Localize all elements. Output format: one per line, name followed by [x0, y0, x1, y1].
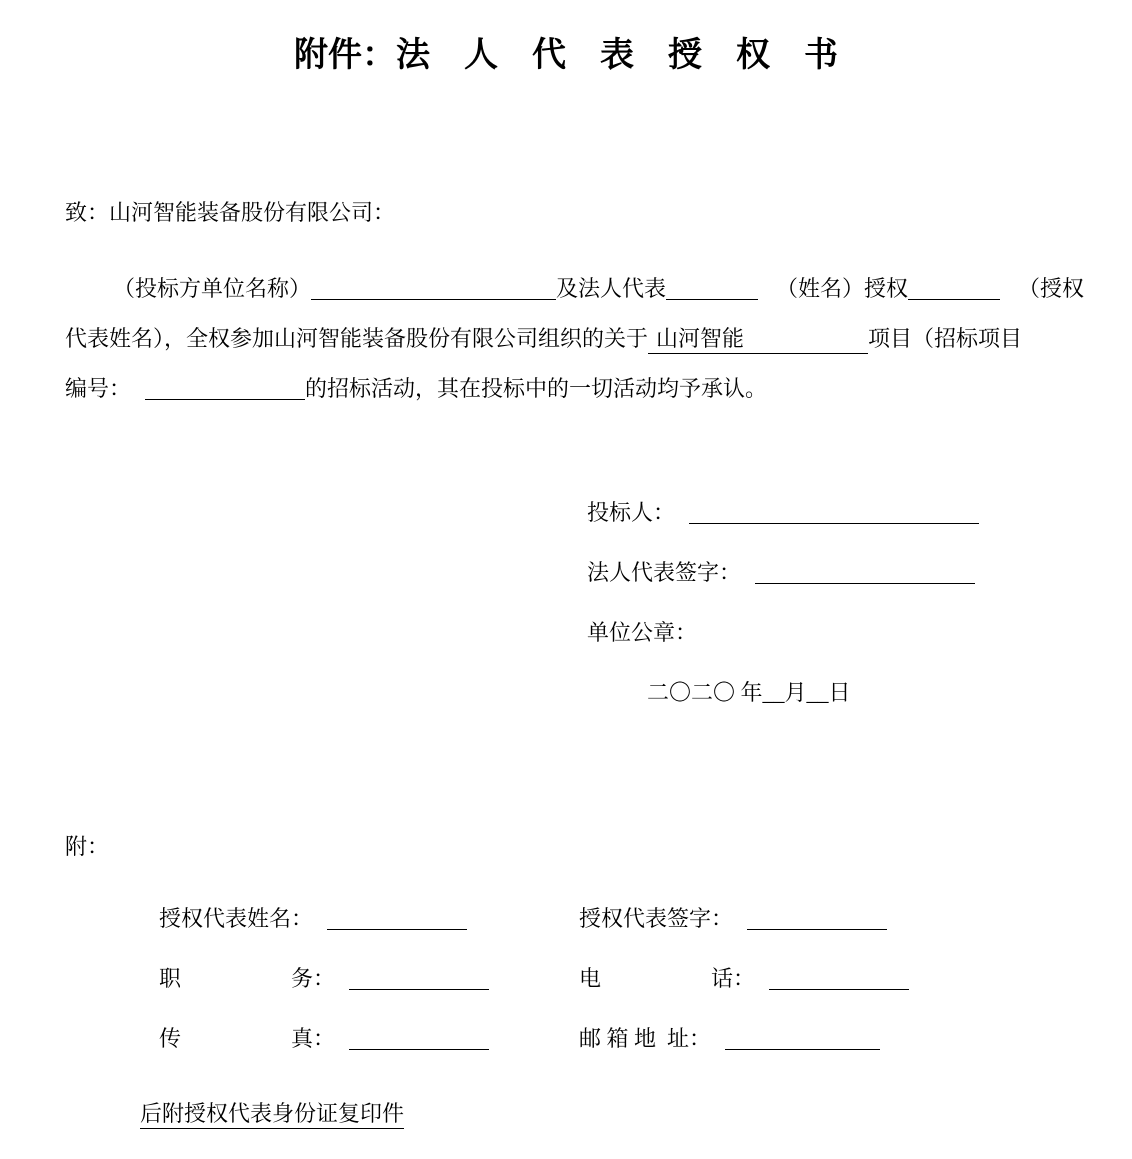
rep-name-label: 授权代表姓名： — [159, 906, 314, 931]
attachment-heading: 附： — [65, 834, 110, 859]
name-authorize-label: （姓名）授权 — [776, 276, 909, 301]
fax-blank[interactable] — [349, 1029, 489, 1050]
authorization-paragraph — [65, 264, 1127, 414]
job-title-blank[interactable] — [349, 969, 489, 990]
rep-sign-label: 授权代表签字： — [579, 906, 734, 931]
closing-text: 的招标活动，其在投标中的一切活动均予承认。 — [305, 376, 768, 401]
bidder-company-label: （投标方单位名称） — [113, 276, 312, 301]
salutation-line: 致：山河智能装备股份有限公司： — [65, 200, 396, 225]
legal-rep-sign-label: 法人代表签字： — [587, 560, 742, 585]
bidder-company-blank[interactable] — [311, 279, 556, 300]
attachment-form — [115, 874, 1132, 1054]
phone-label: 电 话： — [579, 966, 756, 991]
footer-note — [140, 1099, 1132, 1129]
attachment-row-name — [115, 874, 1132, 934]
document-page — [0, 36, 1132, 1159]
phone-cell — [535, 934, 909, 994]
paragraph-line-3 — [65, 364, 1127, 414]
attachment-row-title-phone — [115, 934, 1132, 994]
authorized-paren-label: （授权 — [1018, 276, 1085, 301]
fax-cell — [115, 994, 535, 1054]
email-label: 邮 箱 地 址： — [579, 1026, 712, 1051]
rep-name-blank[interactable] — [327, 909, 467, 930]
legal-rep-name-blank[interactable] — [666, 279, 758, 300]
email-blank[interactable] — [725, 1029, 880, 1050]
rep-name-cell — [115, 874, 535, 934]
email-cell — [535, 994, 880, 1054]
bidder-signature-line — [587, 498, 1132, 558]
signature-block — [587, 498, 1132, 738]
project-label: 项目（招标项目 — [868, 326, 1023, 351]
id-copy-note: 后附授权代表身份证复印件 — [140, 1101, 404, 1129]
project-name-value: 山河智能 — [656, 326, 745, 351]
fax-label: 传 真： — [159, 1026, 336, 1051]
date-line: 二〇二〇 年__月__日 — [647, 680, 851, 705]
phone-blank[interactable] — [769, 969, 909, 990]
company-seal-line — [587, 618, 1132, 678]
legal-rep-signature-line — [587, 558, 1132, 618]
document-title: 附件：法 人 代 表 授 权 书 — [294, 37, 838, 74]
project-name-blank[interactable] — [648, 325, 868, 354]
paragraph-line-2 — [65, 314, 1127, 364]
job-title-cell — [115, 934, 535, 994]
rep-sign-blank[interactable] — [747, 909, 887, 930]
bidder-label: 投标人： — [587, 500, 676, 525]
legal-rep-signature-blank[interactable] — [755, 563, 975, 584]
project-number-blank[interactable] — [145, 379, 305, 400]
project-number-label: 编号： — [65, 376, 132, 401]
rep-sign-cell — [535, 874, 887, 934]
participation-text: 代表姓名），全权参加山河智能装备股份有限公司组织的关于 — [65, 326, 649, 351]
bidder-signature-blank[interactable] — [689, 503, 979, 524]
paragraph-line-1 — [65, 264, 1127, 314]
attachment-row-fax-email — [115, 994, 1132, 1054]
job-title-label: 职 务： — [159, 966, 336, 991]
company-seal-label: 单位公章： — [587, 620, 698, 645]
legal-rep-label: 及法人代表 — [556, 276, 667, 301]
authorized-name-blank[interactable] — [908, 279, 1000, 300]
